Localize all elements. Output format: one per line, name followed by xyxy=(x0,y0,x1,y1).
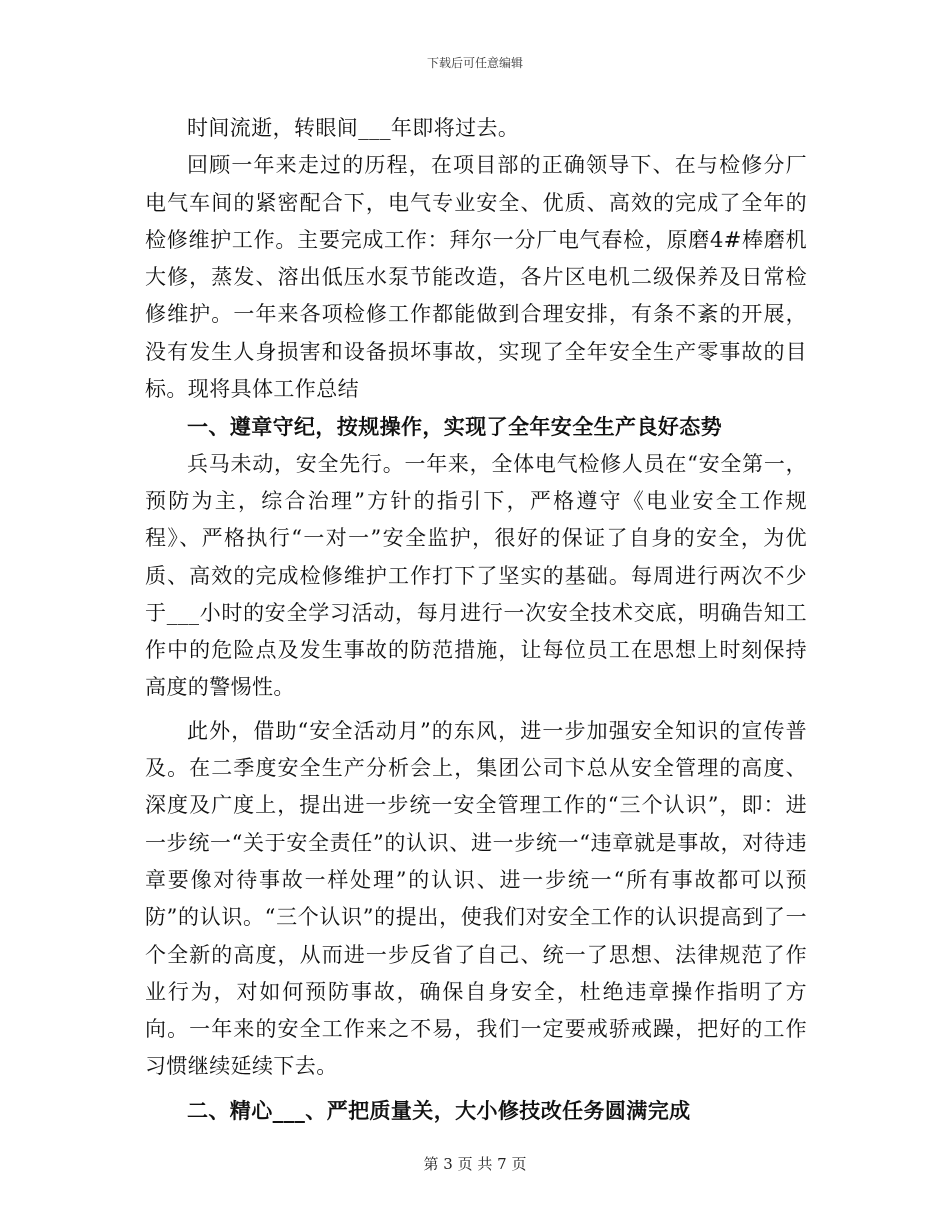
safety-paragraph: 兵马未动，安全先行。一年来，全体电气检修人员在“安全第一，预防为主，综合治理”方针的指引下，严格遵守《电业安全工作规程》、严格执行“一对一”安全监护，很好的保证了自身的安全，为优质、高效的完成检修维护工作打下了坚实的基础。每周进行两次不少于___小时的安全学习活动，每月进行一次安全技术交底，明确告知工作中的危险点及发生事故的防范措施，让每位员工在思想上时刻保持高度的警惕性。 xyxy=(145,451,807,700)
page-indicator: 第 3 页 共 7 页 xyxy=(423,1155,527,1173)
section-heading-1: 一、遵章守纪，按规操作，实现了全年安全生产良好态势 xyxy=(187,414,722,440)
review-paragraph: 回顾一年来走过的历程，在项目部的正确领导下、在与检修分厂电气车间的紧密配合下，电气专业安全、优质、高效的完成了全年的检修维护工作。主要完成工作：拜尔一分厂电气春检，原磨4#棒磨机大修，蒸发、溶出低压水泵节能改造，各片区电机二级保养及日常检修维护。一年来各项检修工作都能做到合理安排，有条不紊的开展，没有发生人身损害和设备损坏事故，实现了全年安全生产零事故的目标。现将具体工作总结 xyxy=(145,153,807,402)
safety-campaign-paragraph: 此外，借助“安全活动月”的东风，进一步加强安全知识的宣传普及。在二季度安全生产分析会上，集团公司卞总从安全管理的高度、深度及广度上，提出进一步统一安全管理工作的“三个认识”，即：进一步统一“关于安全责任”的认识、进一步统一“违章就是事故，对待违章要像对待事故一样处理”的认识、进一步统一“所有事故都可以预防”的认识。“三个认识”的提出，使我们对安全工作的认识提高到了一个全新的高度，从而进一步反省了自己、统一了思想、法律规范了作业行为，对如何预防事故，确保自身安全，杜绝违章操作指明了方向。一年来的安全工作来之不易，我们一定要戒骄戒躁，把好的工作习惯继续延续下去。 xyxy=(145,718,807,1079)
header-note: 下载后可任意编辑 xyxy=(426,56,523,70)
section-heading-2: 二、精心___、严把质量关，大小修技改任务圆满完成 xyxy=(187,1097,691,1123)
intro-paragraph: 时间流逝，转眼间___年即将过去。 xyxy=(187,116,520,140)
document-body xyxy=(145,110,807,1129)
